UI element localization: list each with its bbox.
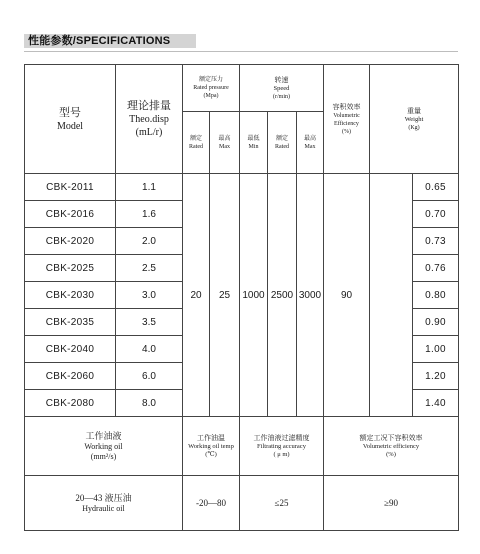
table-cell-disp: 2.0	[116, 228, 183, 255]
table-cell-weight: 0.70	[413, 201, 459, 228]
table-cell-disp: 4.0	[116, 336, 183, 363]
table-cell-model: CBK-2011	[25, 174, 116, 201]
table-cell-disp: 8.0	[116, 390, 183, 417]
header-theo-disp: 理论排量 Theo.disp (mL/r)	[116, 65, 183, 174]
cell-speed-max: 3000	[297, 174, 324, 417]
header-pressure-max: 最高 Max	[210, 112, 240, 174]
table-cell-model: CBK-2060	[25, 363, 116, 390]
table-cell-weight: 1.40	[413, 390, 459, 417]
table-cell-model: CBK-2030	[25, 282, 116, 309]
table-cell-weight: 0.76	[413, 255, 459, 282]
table-cell-model: CBK-2016	[25, 201, 116, 228]
table-cell-model: CBK-2080	[25, 390, 116, 417]
footer-vol-value: ≥90	[324, 476, 459, 531]
table-cell-disp: 6.0	[116, 363, 183, 390]
header-speed-rated: 额定 Rated	[268, 112, 297, 174]
header-speed-min: 最低 Min	[240, 112, 268, 174]
footer-working-oil: 工作油液 Working oil (mm²/s)	[25, 417, 183, 476]
footer-working-oil-temp: 工作油温 Working oil temp (℃)	[183, 417, 240, 476]
table-cell-disp: 1.6	[116, 201, 183, 228]
cell-speed-min: 1000	[240, 174, 268, 417]
footer-temp-value: -20—80	[183, 476, 240, 531]
table-cell-model: CBK-2020	[25, 228, 116, 255]
table-cell-model: CBK-2025	[25, 255, 116, 282]
header-speed-max: 最高 Max	[297, 112, 324, 174]
page-title: 性能参数/SPECIFICATIONS	[28, 35, 171, 47]
footer-filter-value: ≤25	[240, 476, 324, 531]
table-cell-weight: 0.90	[413, 309, 459, 336]
cell-pressure-max: 25	[210, 174, 240, 417]
table-cell-weight: 0.65	[413, 174, 459, 201]
footer-filtrating-accuracy: 工作油液过滤精度 Filtrating accuracy ( μ m)	[240, 417, 324, 476]
table-cell-weight: 1.20	[413, 363, 459, 390]
footer-oil-value: 20—43 液压油 Hydraulic oil	[25, 476, 183, 531]
table-cell-disp: 3.0	[116, 282, 183, 309]
weight-spacer	[370, 174, 413, 417]
header-speed: 转速 Speed (r/min)	[240, 65, 324, 112]
table-cell-disp: 3.5	[116, 309, 183, 336]
header-pressure-rated: 额定 Rated	[183, 112, 210, 174]
table-cell-model: CBK-2040	[25, 336, 116, 363]
specifications-table	[24, 64, 459, 531]
cell-volumetric-efficiency: 90	[324, 174, 370, 417]
cell-speed-rated: 2500	[268, 174, 297, 417]
table-cell-disp: 2.5	[116, 255, 183, 282]
table-cell-weight: 0.73	[413, 228, 459, 255]
title-divider	[24, 51, 458, 52]
footer-volumetric-efficiency: 额定工况下容积效率 Volumetric efficiency (%)	[324, 417, 459, 476]
table-cell-model: CBK-2035	[25, 309, 116, 336]
table-cell-disp: 1.1	[116, 174, 183, 201]
table-cell-weight: 0.80	[413, 282, 459, 309]
header-volumetric-efficiency: 容积效率 Volumetric Efficiency (%)	[324, 65, 370, 174]
header-model: 型号 Model	[25, 65, 116, 174]
table-cell-weight: 1.00	[413, 336, 459, 363]
cell-pressure-rated: 20	[183, 174, 210, 417]
header-rated-pressure: 额定压力 Rated pressure (Mpa)	[183, 65, 240, 112]
header-weight: 重量 Weight (Kg)	[370, 65, 459, 174]
